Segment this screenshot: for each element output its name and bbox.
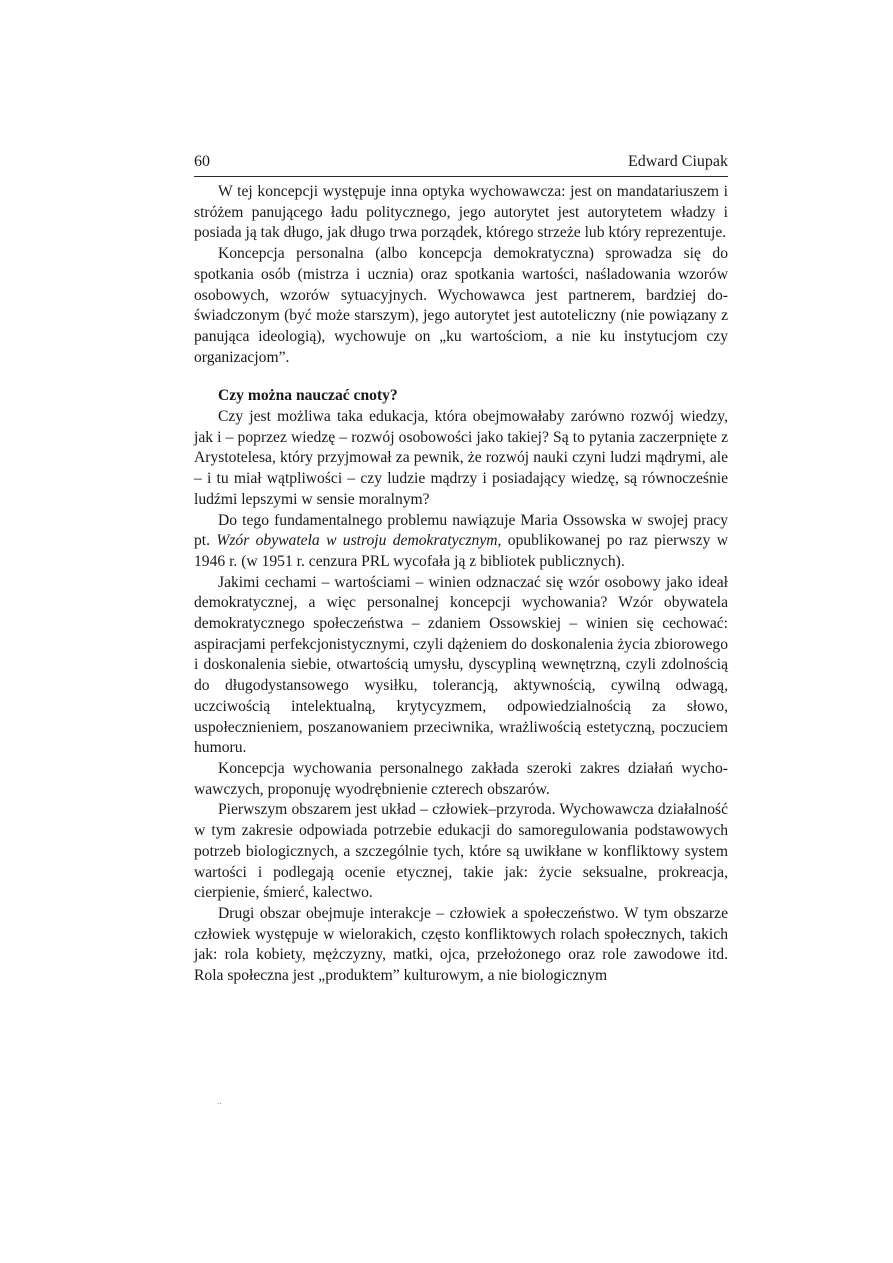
paragraph-2: Koncepcja personalna (albo koncepcja demokratyczna) sprowadza się do spotkania osób (mistrza i ucznia) oraz spotkania wartości, naśladowania wzorów osobowych, wzorów sytuacyjnych. Wychowawca jest partnerem, bardziej doświadczonym (być może starszym), jego autorytet jest autoteliczny (nie powiązany z panująca ideologią), wychowuje on „ku wartościom, a nie ku instytucjom czy organizacjom”.	[194, 245, 728, 366]
paragraph-7: Pierwszym obszarem jest układ – człowiek–przyroda. Wychowawcza działalność w tym zakresie odpowiada potrzebie edukacji do samoregulowania podstawowych potrzeb biologicznych, a szczególnie tych, które są uwikłane w konfliktowy system wartości i podlegają ocenie etycznej, takie jak: życie seksualne, prokreacja, cierpienie, śmierć, kalectwo.	[194, 801, 728, 902]
scan-speck: ..	[217, 1096, 222, 1107]
running-head-author: Edward Ciupak	[628, 153, 728, 170]
book-title: Wzór obywatela w ustroju demokratycznym	[216, 532, 498, 550]
page-header	[194, 152, 728, 177]
paragraph-1: W tej koncepcji występuje inna optyka wychowawcza: jest on mandatariuszem i stróżem panującego ładu politycznego, jego autorytet jest autorytetem władzy i posiada ją tak długo, jak długo trwa porządek, którego strzeże lub który reprezentuje.	[194, 183, 728, 242]
paragraph-6: Koncepcja wychowania personalnego zakłada szeroki zakres działań wychowawczych, proponuję wyodrębnienie czterech obszarów.	[194, 759, 728, 798]
paragraph-4-start: Do tego fundamentalnego problemu nawiązuje Maria Ossowska w swojej pracy pt.	[194, 511, 728, 550]
paragraph-4	[194, 511, 728, 573]
paragraph-3: Czy jest możliwa taka edukacja, która obejmowałaby zarówno rozwój wiedzy, jak i – poprzez wiedzę – rozwój osobowości jako takiej? Są to pytania zaczerpnięte z Arystotelesa, który przyjmował za pewnik, że rozwój nauki czyni ludzi mądrymi, ale – i tu miał wątpliwości – czy ludzie mądrzy i posiadający wiedzę, są równocześnie ludźmi lepszymi w sensie moralnym?	[194, 408, 728, 508]
paragraph-8: Drugi obszar obejmuje interakcje – człowiek a społeczeństwo. W tym obszarze człowiek występuje w wielorakich, często konfliktowych rolach społecznych, takich jak: rola kobiety, mężczyzny, matki, ojca, przełożonego oraz role zawodowe itd. Rola społeczna jest „produktem” kulturowym, a nie biologicznym	[194, 904, 728, 985]
body-text	[194, 182, 728, 987]
paragraph-5: Jakimi cechami – wartościami – winien odznaczać się wzór osobowy jako ideał demokratycznej, a więc personalnej koncepcji wychowania? Wzór obywatela demokratycznego społeczeństwa – zdaniem Ossowskiej – winien się cechować: aspiracjami perfekcjonistycznymi, czyli dążeniem do doskonalenia życia zbiorowego i doskonalenia siebie, otwartością umysłu, dyscypliną wewnętrzną, czyli zdolnością do długodystansowego wysiłku, tolerancją, aktywnością, cywilną odwagą, uczciwością intelektualną, krytycyzmem, odpowiedzialnością za słowo, uspołecznieniem, poszanowaniem przeciwnika, wrażliwością estetyczną, poczuciem humoru.	[194, 573, 728, 757]
paragraph-4-end: , opublikowanej po raz pierwszy w 1946 r. (w 1951 r. cenzura PRL wycofała ją z bibliotek publicznych).	[194, 532, 728, 570]
page-number: 60	[194, 153, 210, 170]
section-heading: Czy można nauczać cnoty?	[218, 387, 398, 405]
